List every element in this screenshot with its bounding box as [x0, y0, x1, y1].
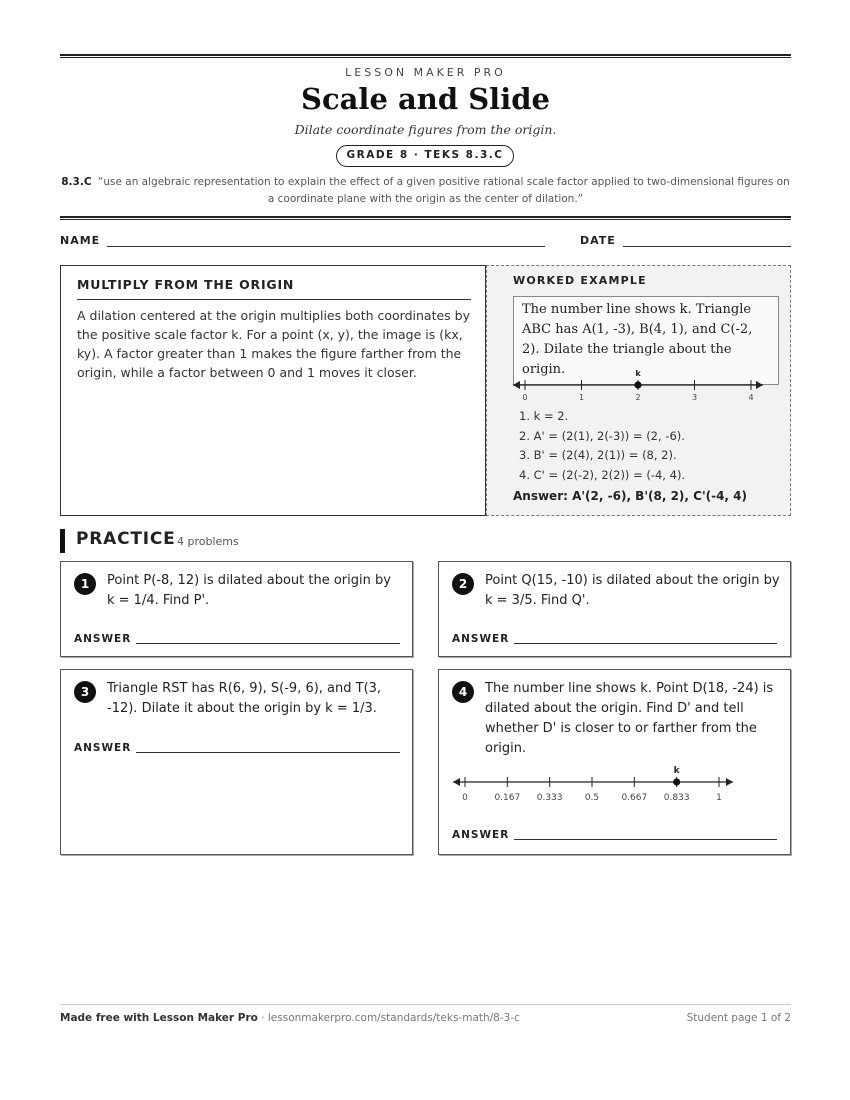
answer-label: ANSWER	[452, 633, 510, 645]
worked-example-steps	[519, 407, 685, 485]
concept-heading: MULTIPLY FROM THE ORIGIN	[77, 277, 295, 292]
number-line-tick-label: 1	[716, 793, 722, 800]
problem-text: The number line shows k. Point D(18, -24) is dilated about the origin. Find D' and tell whether D' is closer to or farther from the origin.	[485, 681, 774, 756]
problem-number-badge: 2	[452, 573, 474, 595]
number-line-point	[634, 381, 641, 388]
worked-example-step: 3. B' = (2(4), 2(1)) = (8, 2).	[519, 448, 677, 462]
answer-label: ANSWER	[452, 829, 510, 841]
standard-statement	[60, 174, 791, 208]
practice-accent-bar	[60, 529, 65, 553]
concept-divider	[77, 299, 471, 300]
header-double-rule	[60, 216, 791, 220]
number-line-tick-label: 0.167	[494, 793, 521, 800]
worked-example-step: 2. A' = (2(1), 2(-3)) = (2, -6).	[519, 428, 685, 443]
worked-example-box	[486, 265, 791, 516]
top-double-rule	[60, 54, 791, 58]
name-label: NAME	[60, 234, 101, 247]
brand-label: LESSON MAKER PRO	[345, 66, 506, 79]
date-line[interactable]	[623, 246, 791, 247]
number-line-tick-label: 0.333	[536, 793, 563, 800]
number-line-tick-label: 1	[578, 393, 585, 402]
date-label: DATE	[580, 234, 616, 247]
problem-text: Triangle RST has R(6, 9), S(-9, 6), and T(3, -12). Dilate it about the origin by k = 1/3.	[107, 681, 382, 716]
number-line-point-label: k	[635, 369, 641, 378]
footer-url[interactable]: · lessonmakerpro.com/standards/teks-math/8-3-c	[261, 1012, 520, 1024]
number-line-tick-label: 0	[462, 793, 468, 800]
problem-card-4	[438, 669, 791, 855]
number-line-point-label: k	[673, 766, 680, 776]
worked-example-heading: WORKED EXAMPLE	[513, 274, 647, 287]
number-line-tick-label: 2	[635, 393, 641, 402]
number-line-tick-label: 3	[691, 393, 698, 402]
worked-example-step: 1. k = 2.	[519, 409, 569, 423]
name-line[interactable]	[107, 246, 545, 247]
worked-example-number-line	[511, 368, 767, 402]
footer-made-with: Made free with Lesson Maker Pro	[60, 1012, 258, 1024]
problem-card-1	[60, 561, 413, 657]
practice-count: 4 problems	[177, 535, 239, 548]
page-title: Scale and Slide	[301, 82, 550, 116]
worked-example-prompt: The number line shows k. Triangle ABC has A(1, -3), B(4, 1), and C(-2, 2). Dilate the triangle about the origin.	[513, 296, 779, 385]
practice-heading: PRACTICE	[76, 529, 176, 549]
problem-card-2	[438, 561, 791, 657]
problem-text: Point Q(15, -10) is dilated about the origin by k = 3/5. Find Q'.	[485, 573, 780, 608]
number-line-arrow-left	[453, 778, 460, 786]
number-line-arrow-right	[726, 778, 733, 786]
number-line-arrow-left	[513, 381, 520, 389]
problem-number-badge: 3	[74, 681, 96, 703]
worked-example-answer: Answer: A'(2, -6), B'(8, 2), C'(-4, 4)	[513, 489, 747, 503]
problem-text: Point P(-8, 12) is dilated about the origin by k = 1/4. Find P'.	[107, 573, 391, 608]
footer-divider	[60, 1004, 791, 1005]
answer-label: ANSWER	[74, 742, 132, 754]
answer-label: ANSWER	[74, 633, 132, 645]
problem-card-3	[60, 669, 413, 855]
number-line-tick-label: 0.667	[621, 793, 648, 800]
footer-credit	[60, 1012, 520, 1024]
footer-page-number: Student page 1 of 2	[686, 1012, 791, 1024]
worksheet-page	[60, 0, 791, 1100]
answer-line[interactable]	[136, 643, 400, 644]
page-subtitle: Dilate coordinate figures from the origin.	[294, 122, 557, 137]
standard-text: “use an algebraic representation to explain the effect of a given positive rational scale factor applied to two-dimensional figures on a coordinate plane with the origin as the center of dilation.”	[97, 176, 790, 205]
number-line-tick-label: 0	[522, 393, 528, 402]
problem-4-number-line	[449, 760, 739, 800]
answer-line[interactable]	[136, 752, 400, 753]
problem-number-badge: 4	[452, 681, 474, 703]
worked-example-step: 4. C' = (2(-2), 2(2)) = (-4, 4).	[519, 467, 686, 482]
number-line-tick-label: 4	[748, 393, 754, 402]
number-line-tick-label: 0.5	[584, 793, 600, 800]
answer-line[interactable]	[514, 839, 777, 840]
number-line-arrow-right	[756, 381, 763, 389]
grade-badge: GRADE 8 · TEKS 8.3.C	[336, 145, 514, 167]
concept-box	[60, 265, 486, 516]
standard-code: 8.3.C	[61, 176, 92, 188]
answer-line[interactable]	[514, 643, 777, 644]
problem-number-badge: 1	[74, 573, 96, 595]
concept-body: A dilation centered at the origin multiplies both coordinates by the positive scale factor k. For a point (x, y), the image is (kx, ky). A factor greater than 1 makes the figure farther from the origin, while a factor between 0 and 1 moves it closer.	[77, 308, 470, 380]
number-line-point	[673, 778, 680, 785]
number-line-tick-label: 0.833	[663, 793, 690, 800]
